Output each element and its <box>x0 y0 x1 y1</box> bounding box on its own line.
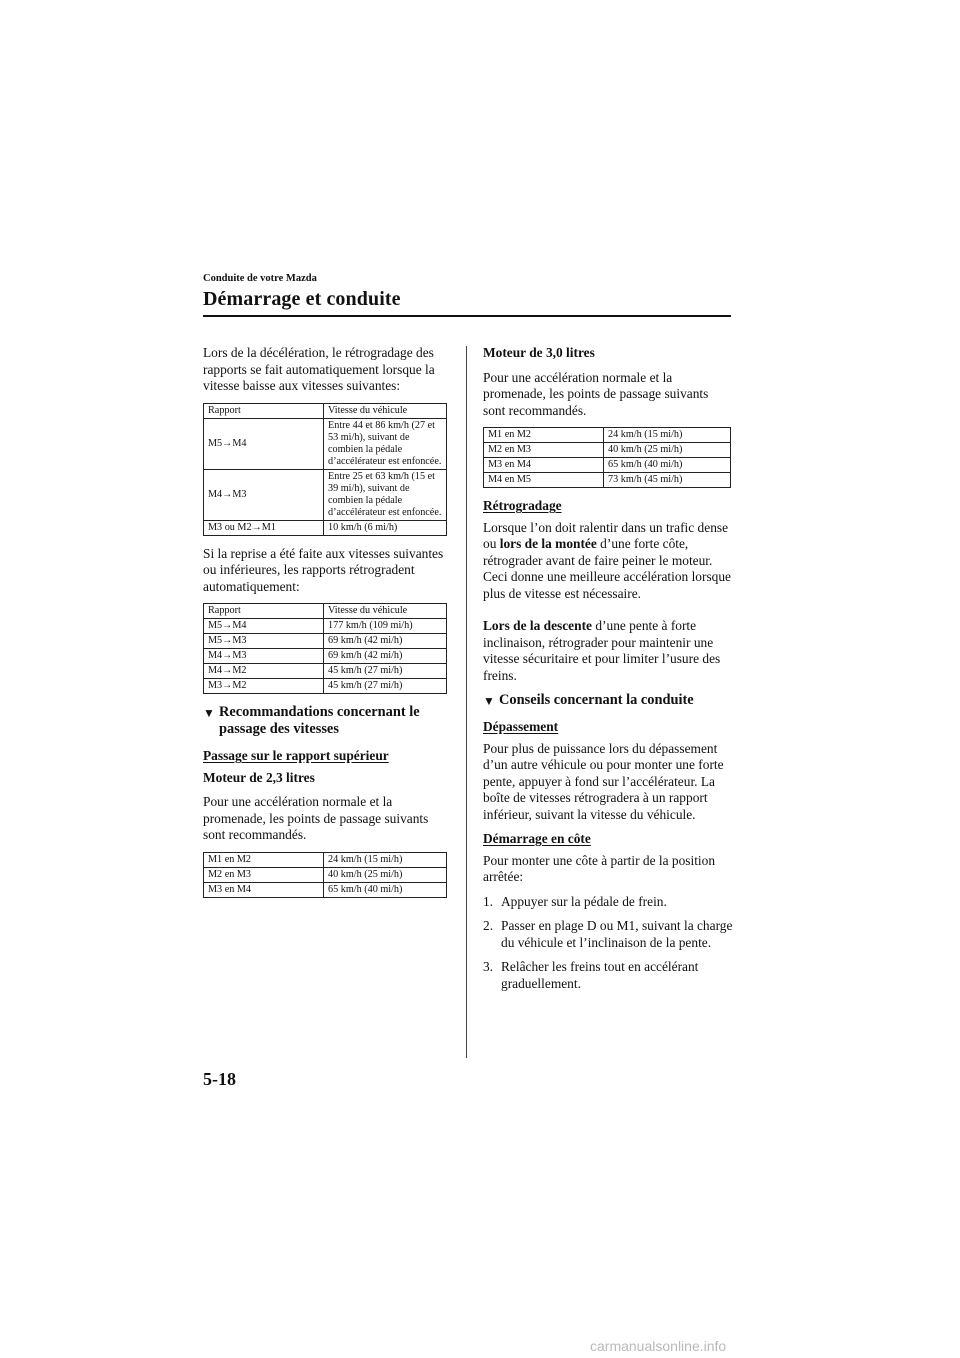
section-heading-text: Recommandations concernant le passage des vitesses <box>219 704 420 737</box>
upshift-table-23 <box>203 852 447 898</box>
subheading: Démarrage en côte <box>483 831 591 846</box>
table-cell: M3 en M4 <box>204 882 324 897</box>
table-cell: 24 km/h (15 mi/h) <box>604 428 731 443</box>
table-row <box>484 443 731 458</box>
table-cell: 10 km/h (6 mi/h) <box>324 520 447 535</box>
text-run: Lorsque l’on doit ralentir dans un trafic dense ou <box>483 519 729 551</box>
table-header-cell: Vitesse du véhicule <box>324 403 447 418</box>
triangle-down-icon: ▼ <box>483 694 495 708</box>
table-row <box>204 634 447 649</box>
text-run: d’une pente à forte inclinaison, rétrograder pour maintenir une vitesse sécuritaire et pour limiter l’usure des freins. <box>483 618 721 683</box>
table-cell: M2 en M3 <box>204 867 324 882</box>
right-column <box>483 345 733 1000</box>
table-cell: 45 km/h (27 mi/h) <box>324 664 447 679</box>
table-row <box>204 852 447 867</box>
table-row <box>204 619 447 634</box>
steps-list <box>483 894 733 993</box>
column-divider <box>466 346 467 1058</box>
page-number: 5-18 <box>203 1069 236 1089</box>
table-cell: 65 km/h (40 mi/h) <box>604 458 731 473</box>
table-cell: M1 en M2 <box>204 852 324 867</box>
subheading: Passage sur le rapport supérieur <box>203 748 389 763</box>
table-cell: M2 en M3 <box>484 443 604 458</box>
list-item <box>483 894 733 911</box>
paragraph <box>483 618 733 684</box>
table-cell: 65 km/h (40 mi/h) <box>324 882 447 897</box>
table-cell: M4→M3 <box>204 649 324 664</box>
section-heading <box>203 704 450 738</box>
section-heading-text: Conseils concernant la conduite <box>499 692 694 708</box>
paragraph: Lors de la décélération, le rétrogradage des rapports se fait automatiquement lorsque la vitesse baisse aux vitesses suivantes: <box>203 345 435 393</box>
table-cell: 40 km/h (25 mi/h) <box>604 443 731 458</box>
section-heading <box>483 692 733 709</box>
engine-label: Moteur de 3,0 litres <box>483 345 595 360</box>
table-cell: 24 km/h (15 mi/h) <box>324 852 447 867</box>
paragraph: Pour plus de puissance lors du dépassement d’un autre véhicule ou pour monter une forte pente, appuyer à fond sur l’accélérateur. La boîte de vitesses rétrogradera à un rapport inférieur, suivant la vitesse du véhicule. <box>483 740 724 822</box>
table-header-cell: Rapport <box>204 604 324 619</box>
table-cell: Entre 44 et 86 km/h (27 et 53 mi/h), suivant de combien la pédale d’accélérateur est enfoncée. <box>324 418 447 469</box>
page-heading: Démarrage et conduite <box>203 288 401 310</box>
list-text: Relâcher les freins tout en accélérant graduellement. <box>501 959 699 991</box>
table-cell: 69 km/h (42 mi/h) <box>324 634 447 649</box>
bold-text-run: Lors de la descente <box>483 618 592 633</box>
table-cell: M5→M4 <box>204 418 324 469</box>
table-cell: Entre 25 et 63 km/h (15 et 39 mi/h), suivant de combien la pédale d’accélérateur est enfoncée. <box>324 469 447 520</box>
table-cell: 69 km/h (42 mi/h) <box>324 649 447 664</box>
paragraph <box>483 520 733 603</box>
watermark: carmanualsonline.info <box>590 1338 727 1354</box>
table-header-cell: Rapport <box>204 403 324 418</box>
table-cell: M3→M2 <box>204 679 324 694</box>
table-cell: M4→M2 <box>204 664 324 679</box>
paragraph: Si la reprise a été faite aux vitesses suivantes ou inférieures, les rapports rétrogradent automatiquement: <box>203 545 444 594</box>
table-cell: M4 en M5 <box>484 473 604 488</box>
list-number: 1. <box>483 893 494 909</box>
table-cell: 45 km/h (27 mi/h) <box>324 679 447 694</box>
subheading: Rétrogradage <box>483 498 562 513</box>
table-cell: 73 km/h (45 mi/h) <box>604 473 731 488</box>
table-row <box>204 520 447 535</box>
table-cell: M1 en M2 <box>484 428 604 443</box>
kickdown-table <box>203 603 447 694</box>
list-text: Passer en plage D ou M1, suivant la charge du véhicule et l’inclinaison de la pente. <box>501 918 733 950</box>
header-rule <box>203 315 731 317</box>
paragraph: Pour une accélération normale et la promenade, les points de passage suivants sont recommandés. <box>203 794 429 842</box>
table-cell: M3 en M4 <box>484 458 604 473</box>
table-cell: M5→M3 <box>204 634 324 649</box>
list-item <box>483 918 733 951</box>
table-row <box>204 418 447 469</box>
table-header-row <box>204 604 447 619</box>
list-item <box>483 959 733 992</box>
list-number: 2. <box>483 918 494 933</box>
table-row <box>204 664 447 679</box>
list-number: 3. <box>483 959 494 974</box>
table-row <box>484 458 731 473</box>
table-row <box>204 882 447 897</box>
table-row <box>204 649 447 664</box>
bold-text-run: lors de la montée <box>499 536 597 551</box>
table-cell: 40 km/h (25 mi/h) <box>324 867 447 882</box>
left-column <box>203 345 450 908</box>
list-text: Appuyer sur la pédale de frein. <box>501 893 667 909</box>
deceleration-table <box>203 403 447 536</box>
table-row <box>484 428 731 443</box>
table-cell: M3 ou M2→M1 <box>204 520 324 535</box>
upshift-table-30 <box>483 427 731 488</box>
table-cell: M4→M3 <box>204 469 324 520</box>
paragraph: Pour une accélération normale et la promenade, les points de passage suivants sont recommandés. <box>483 369 709 418</box>
table-row <box>204 679 447 694</box>
triangle-down-icon: ▼ <box>203 706 215 720</box>
table-cell: 177 km/h (109 mi/h) <box>324 619 447 634</box>
text-run: d’une forte côte, rétrograder avant de faire peiner le moteur. Ceci donne une meilleure accélération lorsque plus de vitesse est nécessaire. <box>483 536 731 601</box>
paragraph: Pour monter une côte à partir de la position arrêtée: <box>483 852 716 884</box>
section-label: Conduite de votre Mazda <box>203 273 317 284</box>
table-row <box>484 473 731 488</box>
table-header-cell: Vitesse du véhicule <box>324 604 447 619</box>
table-row <box>204 867 447 882</box>
table-cell: M5→M4 <box>204 619 324 634</box>
table-header-row <box>204 403 447 418</box>
engine-label: Moteur de 2,3 litres <box>203 769 315 785</box>
subheading: Dépassement <box>483 719 559 734</box>
table-row <box>204 469 447 520</box>
